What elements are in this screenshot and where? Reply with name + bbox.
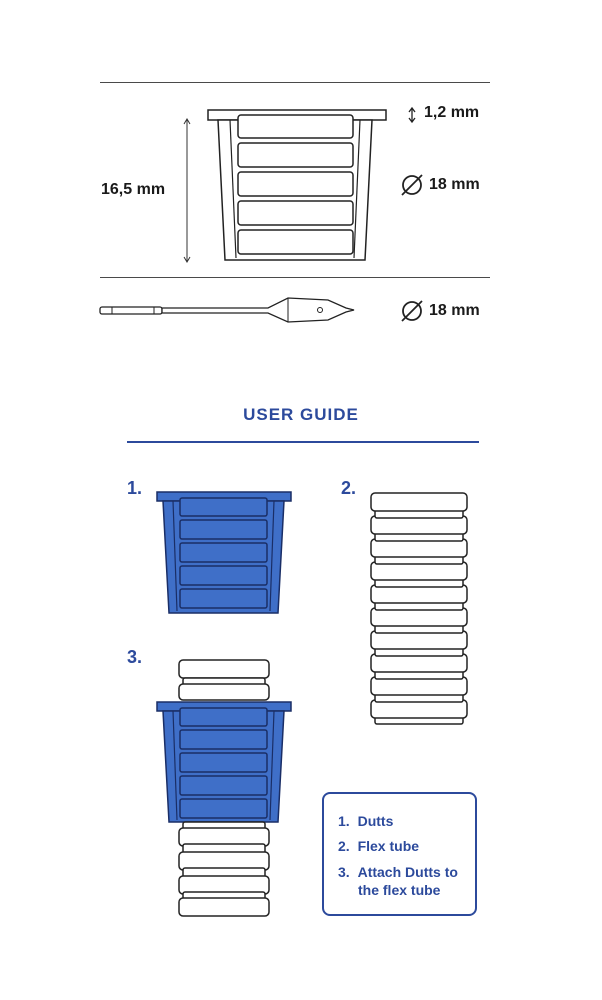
legend-box xyxy=(322,792,477,916)
vertical-arrow-icon xyxy=(182,118,192,268)
legend-number: 1. xyxy=(338,813,350,829)
diameter-icon xyxy=(400,299,424,323)
legend-text: Dutts xyxy=(357,813,394,829)
legend-item-2 xyxy=(338,837,419,855)
step-2-number: 2. xyxy=(341,478,357,498)
step-1-dutt-illustration xyxy=(155,488,305,618)
rim-height-label: 1,2 mm xyxy=(424,104,480,121)
legend-item-3 xyxy=(338,863,458,899)
legend-text: Attach Dutts to xyxy=(357,864,458,880)
step-3-number: 3. xyxy=(127,647,143,667)
body-height-label: 16,5 mm xyxy=(101,181,166,198)
height-arrow-icon xyxy=(407,107,417,123)
guide-divider xyxy=(127,441,479,443)
step-1-number: 1. xyxy=(127,478,143,498)
legend-number: 2. xyxy=(338,838,350,854)
legend-text: Flex tube xyxy=(357,838,420,854)
drill-bit-drawing xyxy=(98,292,358,332)
legend-item-1 xyxy=(338,812,393,830)
drill-diameter-label: 18 mm xyxy=(429,302,480,319)
legend-text-continued: the flex tube xyxy=(358,882,441,898)
cup-diameter-label: 18 mm xyxy=(429,176,480,193)
dutt-technical-drawing xyxy=(0,0,602,280)
step-2-flex-tube-illustration xyxy=(365,488,475,728)
diameter-icon xyxy=(400,173,424,197)
legend-number: 3. xyxy=(338,864,350,880)
user-guide-title: USER GUIDE xyxy=(243,405,359,424)
step-3-assembly-illustration xyxy=(155,656,305,926)
